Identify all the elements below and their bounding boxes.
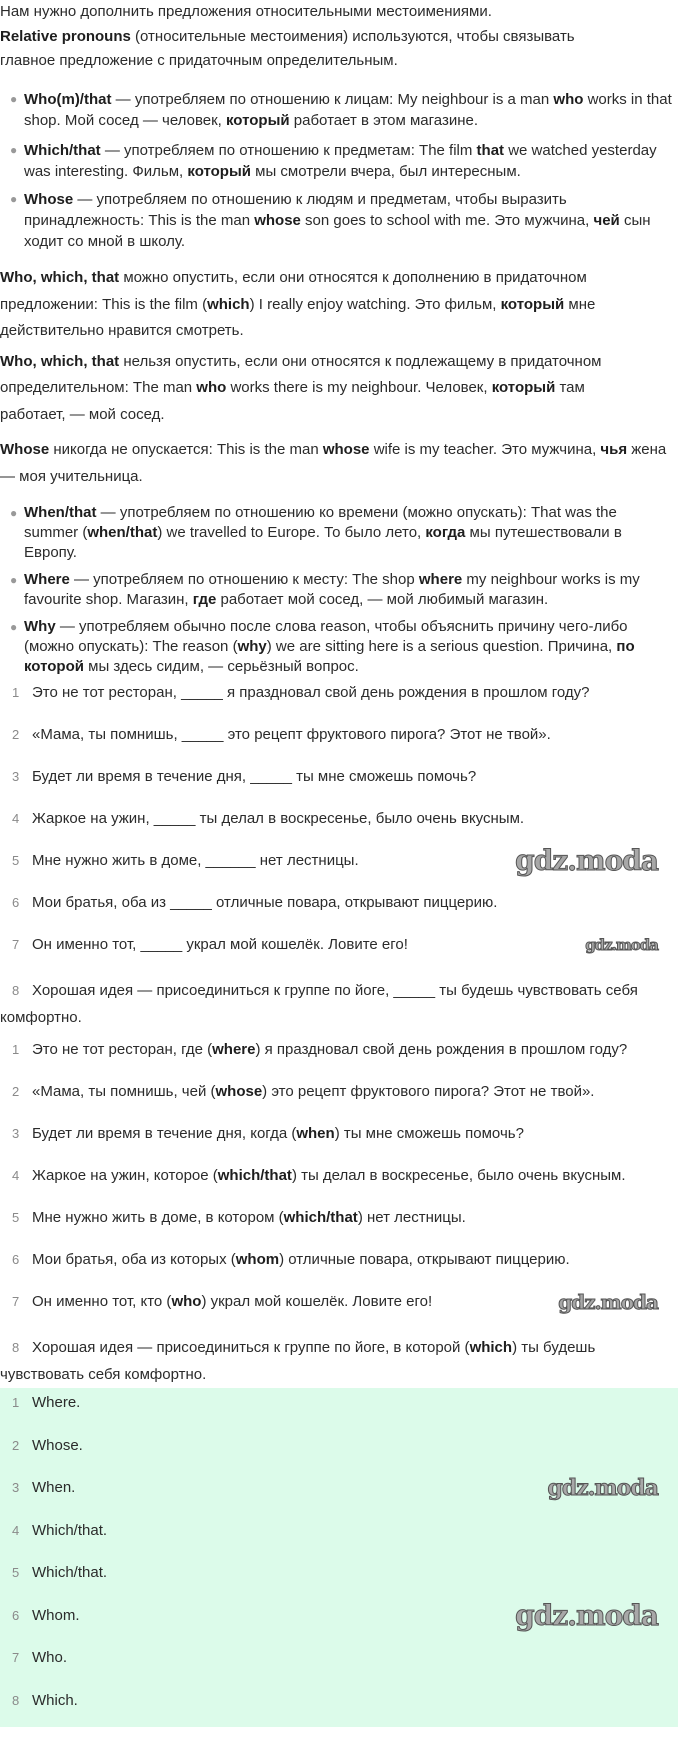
text-run: — употребляем по отношению к лицам: My neighbour is a man bbox=[111, 91, 554, 108]
list-item bbox=[0, 1124, 670, 1144]
bold-text: which/that bbox=[283, 1209, 358, 1226]
list-item bbox=[0, 844, 670, 877]
bold-text: who bbox=[171, 1293, 202, 1310]
bold-text: Who, which, that bbox=[0, 352, 120, 370]
bold-text: который bbox=[500, 295, 565, 313]
text-run: — употребляем по отношению к людям и предметам, чтобы выразить принадлежность: This is the man bbox=[24, 191, 567, 229]
bold-text: which bbox=[207, 295, 250, 313]
bullet-when bbox=[10, 503, 675, 563]
bold-text: Where bbox=[24, 571, 70, 588]
bullet-text bbox=[24, 91, 672, 129]
text-run: ) я праздновал свой день рождения в прошлом году? bbox=[255, 1041, 628, 1058]
text-run: работает мой сосед, — мой любимый магазин. bbox=[216, 591, 549, 608]
item-text bbox=[32, 767, 668, 787]
exercise-list bbox=[0, 683, 680, 1031]
item-number: 4 bbox=[12, 1522, 20, 1538]
text-run: Хорошая идея — присоединиться к группе по йоге, _____ ты будешь чувствовать себя комфортно. bbox=[0, 982, 638, 1026]
text-run: ) ты мне сможешь помочь? bbox=[334, 1125, 524, 1142]
item-text bbox=[32, 1436, 668, 1456]
text-run: my neighbour works is my favourite shop. Магазин, bbox=[24, 571, 640, 608]
text-run: Он именно тот, кто ( bbox=[32, 1293, 172, 1310]
item-text bbox=[32, 935, 668, 955]
bullet-who bbox=[10, 89, 675, 131]
item-text bbox=[0, 977, 668, 1031]
text-run: we watched yesterday was interesting. Фильм, bbox=[24, 142, 657, 180]
bold-text: whose bbox=[254, 212, 301, 229]
item-number: 5 bbox=[12, 1210, 20, 1225]
item-text bbox=[32, 1475, 668, 1501]
text-run: мы путешествовали в Европу. bbox=[24, 524, 622, 561]
bold-text: who bbox=[196, 379, 227, 396]
text-run: работает в этом магазине. bbox=[289, 112, 478, 129]
text-run: wife is my teacher. Это мужчина, bbox=[369, 441, 601, 458]
watermark-logo: gdz.moda bbox=[515, 844, 658, 877]
list-item bbox=[0, 725, 670, 745]
text-run: Жаркое на ужин, _____ ты делал в воскресенье, было очень вкусным. bbox=[32, 810, 525, 827]
text-run: — употребляем по отношению ко времени (можно опускать): That was the summer ( bbox=[24, 504, 617, 541]
text-run: Он именно тот, _____ украл мой кошелёк. Ловите его! bbox=[32, 936, 408, 953]
list-item bbox=[0, 1475, 670, 1501]
watermark-logo: gdz.moda bbox=[558, 1290, 658, 1314]
text-run: works in that shop. Мой сосед — человек, bbox=[24, 91, 672, 129]
list-item bbox=[0, 1166, 670, 1186]
item-number: 6 bbox=[12, 1252, 20, 1267]
text-run: — употребляем по отношению к предметам: The film bbox=[100, 142, 477, 159]
item-text bbox=[0, 1334, 668, 1388]
bold-text: Which/that bbox=[24, 142, 101, 159]
bold-text: which/that bbox=[217, 1167, 292, 1184]
list-item bbox=[0, 1292, 670, 1312]
list-item bbox=[0, 1393, 670, 1413]
text-run: Хорошая идея — присоединиться к группе по йоге, в которой ( bbox=[32, 1339, 470, 1356]
bold-text: который bbox=[491, 379, 556, 396]
bold-text: Relative pronouns bbox=[0, 28, 131, 45]
text-run: Where. bbox=[32, 1394, 81, 1411]
bullet-which bbox=[10, 140, 675, 182]
bold-text: Why bbox=[24, 618, 56, 635]
list-item bbox=[0, 1208, 670, 1228]
item-number: 1 bbox=[12, 1395, 20, 1410]
list-item bbox=[0, 935, 670, 955]
watermark-logo: gdz.moda bbox=[547, 1475, 658, 1501]
text-run: son goes to school with me. Это мужчина, bbox=[300, 212, 594, 229]
bullet-text bbox=[24, 142, 657, 180]
bullet-text bbox=[24, 571, 640, 608]
item-text bbox=[32, 1208, 668, 1228]
text-run: мы смотрели вчера, был интересным. bbox=[251, 163, 521, 180]
item-text bbox=[32, 851, 668, 871]
item-number: 5 bbox=[12, 1565, 20, 1580]
item-text bbox=[32, 683, 668, 703]
text-run: Which/that. bbox=[32, 1521, 108, 1539]
list-item bbox=[0, 1334, 670, 1388]
paragraph-no-omit bbox=[0, 349, 650, 429]
bullet-where bbox=[10, 570, 675, 610]
bold-text: где bbox=[192, 591, 217, 608]
bold-text: When/that bbox=[24, 504, 97, 521]
bold-text: когда bbox=[425, 524, 466, 541]
item-number: 6 bbox=[12, 895, 20, 910]
text-run: works there is my neighbour. Человек, bbox=[226, 379, 492, 396]
paragraph-whose bbox=[0, 436, 670, 490]
text-run: — употребляем по отношению к месту: The shop bbox=[69, 571, 419, 588]
item-text bbox=[32, 809, 668, 829]
bold-text: why bbox=[237, 638, 267, 655]
item-number: 4 bbox=[12, 1168, 20, 1183]
item-number: 7 bbox=[12, 1294, 20, 1309]
text-run: ) украл мой кошелёк. Ловите его! bbox=[201, 1293, 433, 1310]
list-item bbox=[0, 767, 670, 787]
text-run: Мои братья, оба из _____ отличные повара, открывают пиццерию. bbox=[32, 894, 498, 911]
bullet-icon: ● bbox=[10, 573, 18, 587]
item-text bbox=[32, 1292, 668, 1312]
item-text bbox=[32, 1606, 668, 1626]
bold-text: when/that bbox=[87, 524, 158, 541]
bold-text: where bbox=[212, 1041, 256, 1058]
item-text bbox=[32, 1648, 668, 1668]
text-run: ) I really enjoy watching. Это фильм, bbox=[249, 295, 501, 313]
text-run: When. bbox=[32, 1479, 76, 1496]
item-number: 1 bbox=[12, 1042, 20, 1057]
item-text bbox=[32, 1521, 668, 1541]
bullet-icon: ● bbox=[10, 143, 18, 157]
list-item bbox=[0, 1648, 670, 1668]
intro-text: Нам нужно дополнить предложения относительными местоимениями. bbox=[0, 3, 492, 20]
item-number: 8 bbox=[12, 1692, 20, 1708]
text-run: Мне нужно жить в доме, в котором ( bbox=[32, 1209, 284, 1226]
bold-text: который bbox=[187, 163, 251, 180]
text-run: ) отличные повара, открывают пиццерию. bbox=[279, 1251, 570, 1268]
text-run: Это не тот ресторан, _____ я праздновал свой день рождения в прошлом году? bbox=[32, 684, 590, 701]
watermark-logo: gdz.moda bbox=[515, 1598, 658, 1632]
text-run: Which. bbox=[32, 1691, 78, 1709]
item-text bbox=[32, 1082, 668, 1102]
item-number: 6 bbox=[12, 1607, 20, 1623]
bullet-icon: ● bbox=[10, 620, 18, 634]
text-run: (относительные местоимения) используются, чтобы связывать главное предложение с придаточным определительным. bbox=[0, 28, 575, 69]
item-number: 2 bbox=[12, 1084, 20, 1099]
paragraph-omit bbox=[0, 265, 640, 345]
list-item bbox=[0, 977, 670, 1031]
watermark-logo: gdz.moda bbox=[585, 935, 658, 954]
item-number: 3 bbox=[12, 769, 20, 784]
bold-text: when bbox=[296, 1125, 335, 1142]
bold-text: чей bbox=[593, 212, 620, 229]
bullet-icon: ● bbox=[10, 506, 18, 520]
item-number: 2 bbox=[12, 1437, 20, 1453]
text-run: ) we are sitting here is a serious question. Причина, bbox=[266, 638, 617, 655]
item-text bbox=[32, 1563, 668, 1583]
bold-text: Whose bbox=[0, 441, 50, 458]
bold-text: Whose bbox=[24, 191, 74, 208]
item-number: 8 bbox=[12, 983, 20, 998]
text-run: Будет ли время в течение дня, _____ ты мне сможешь помочь? bbox=[32, 768, 477, 785]
bullet-icon: ● bbox=[10, 92, 18, 106]
text-run: Жаркое на ужин, которое ( bbox=[32, 1167, 218, 1184]
bullet-text bbox=[24, 191, 651, 250]
item-text bbox=[32, 893, 668, 913]
text-run: мне действительно нравится смотреть. bbox=[0, 295, 596, 339]
text-run: «Мама, ты помнишь, чей ( bbox=[32, 1083, 216, 1100]
item-text bbox=[32, 1040, 668, 1060]
bullet-whose bbox=[10, 189, 675, 252]
bold-text: that bbox=[476, 142, 505, 159]
bullet-why bbox=[10, 617, 675, 677]
list-item bbox=[0, 809, 670, 829]
bold-text: whom bbox=[235, 1251, 280, 1268]
list-item bbox=[0, 1040, 670, 1060]
bold-text: which bbox=[469, 1339, 513, 1356]
item-number: 7 bbox=[12, 1650, 20, 1665]
text-run: ) нет лестницы. bbox=[357, 1209, 466, 1226]
bullet-text bbox=[24, 504, 622, 561]
bullet-text bbox=[24, 618, 635, 675]
bold-text: whose bbox=[215, 1083, 263, 1100]
text-run: никогда не опускается: This is the man bbox=[49, 441, 323, 458]
list-item bbox=[0, 1563, 670, 1583]
text-run: Which/that. bbox=[32, 1564, 108, 1581]
bold-text: Who(m)/that bbox=[24, 91, 112, 108]
text-run: ) ты делал в воскресенье, было очень вкусным. bbox=[291, 1167, 626, 1184]
item-number: 4 bbox=[12, 811, 20, 826]
text-run: нельзя опустить, если они относятся к подлежащему в придаточном определительном: The man bbox=[0, 352, 602, 396]
answers-box bbox=[0, 1388, 678, 1727]
bold-text: who bbox=[553, 91, 584, 108]
list-item bbox=[0, 683, 670, 703]
text-run: Будет ли время в течение дня, когда ( bbox=[32, 1125, 297, 1142]
bold-text: Who, which, that bbox=[0, 269, 120, 286]
list-item bbox=[0, 1082, 670, 1102]
item-number: 8 bbox=[12, 1340, 20, 1355]
item-text bbox=[32, 1166, 668, 1186]
list-item bbox=[0, 1436, 670, 1456]
text-run: «Мама, ты помнишь, _____ это рецепт фруктового пирога? Этот не твой». bbox=[32, 726, 551, 743]
item-number: 7 bbox=[12, 937, 20, 952]
item-text bbox=[32, 1250, 668, 1270]
item-number: 5 bbox=[12, 853, 20, 868]
text-run: Who. bbox=[32, 1649, 68, 1666]
text-run: ) ты будешь чувствовать себя комфортно. bbox=[0, 1339, 596, 1383]
text-run: там работает, — мой сосед. bbox=[0, 379, 585, 423]
text-run: Это не тот ресторан, где ( bbox=[32, 1041, 213, 1058]
text-run: Мне нужно жить в доме, ______ нет лестницы. bbox=[32, 852, 359, 869]
list-item bbox=[0, 1691, 670, 1711]
item-number: 3 bbox=[12, 1126, 20, 1141]
list-item bbox=[0, 1521, 670, 1541]
bold-text: по которой bbox=[24, 638, 635, 675]
item-number: 1 bbox=[12, 685, 20, 700]
relative-pronouns-definition bbox=[0, 25, 600, 73]
list-item bbox=[0, 1598, 670, 1632]
text-run: ) это рецепт фруктового пирога? Этот не твой». bbox=[262, 1083, 595, 1100]
bold-text: который bbox=[226, 112, 290, 129]
item-text bbox=[32, 1691, 668, 1711]
filled-exercise-list bbox=[0, 1040, 680, 1388]
bold-text: where bbox=[418, 571, 463, 588]
text-run: можно опустить, если они относятся к дополнению в придаточном предложении: This is the film ( bbox=[0, 269, 587, 313]
text-run: мы здесь сидим, — серьёзный вопрос. bbox=[83, 658, 359, 675]
item-number: 2 bbox=[12, 727, 20, 742]
text-run: Whose. bbox=[32, 1436, 83, 1454]
bold-text: чья bbox=[600, 441, 628, 458]
list-item bbox=[0, 893, 670, 913]
text-run: ) we travelled to Europe. То было лето, bbox=[157, 524, 426, 541]
text-run: Мои братья, оба из которых ( bbox=[32, 1251, 236, 1268]
text-run: сын ходит со мной в школу. bbox=[24, 212, 651, 250]
bold-text: whose bbox=[322, 441, 370, 458]
text-run: Whom. bbox=[32, 1606, 80, 1624]
text-run: — употребляем обычно после слова reason, чтобы объяснить причину чего-либо (можно опускать): The reason ( bbox=[24, 618, 628, 655]
item-number: 3 bbox=[12, 1480, 20, 1495]
item-text bbox=[32, 1393, 668, 1413]
item-text bbox=[32, 1124, 668, 1144]
text-run: жена — моя учительница. bbox=[0, 441, 667, 485]
list-item bbox=[0, 1250, 670, 1270]
item-text bbox=[32, 725, 668, 745]
bullet-icon: ● bbox=[10, 192, 18, 206]
